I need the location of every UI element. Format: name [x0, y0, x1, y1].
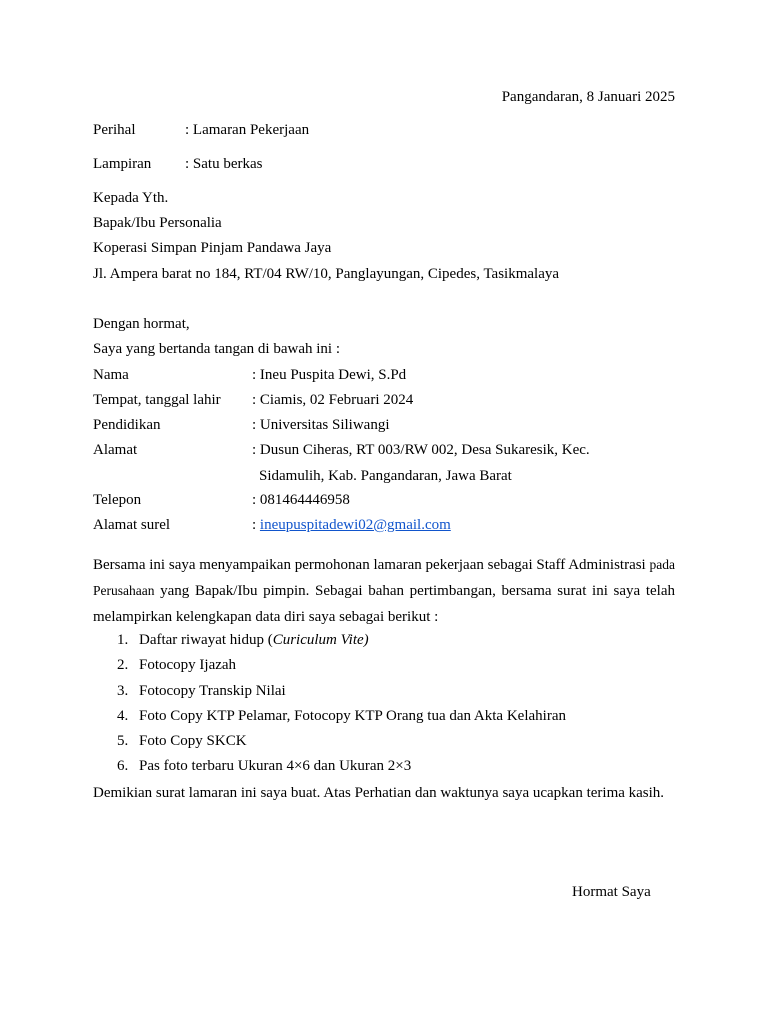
list-item — [93, 631, 566, 656]
list-number-wrap — [93, 757, 139, 775]
field-value: : Universitas Siliwangi — [252, 417, 390, 433]
field-row-alamat — [93, 441, 590, 459]
body-text: yang Bapak/Ibu pimpin. Sebagai bahan pertimbangan, bersama surat ini saya telah melampirkan kelengkapan data diri saya sebagai berikut : — [93, 583, 675, 625]
field-row-telepon — [93, 491, 350, 509]
field-value: : 081464446958 — [252, 492, 350, 508]
field-row-alamat-cont — [93, 467, 512, 485]
field-label: Telepon — [93, 492, 142, 508]
body-paragraph — [93, 552, 675, 630]
list-item — [93, 682, 566, 707]
list-text: Fotocopy Ijazah — [139, 657, 237, 674]
recipient-line: Kepada Yth. — [93, 190, 169, 206]
field-row-ttl — [93, 391, 413, 409]
intro-text: Saya yang bertanda tangan di bawah ini : — [93, 341, 341, 357]
field-value: : Ineu Puspita Dewi, S.Pd — [252, 367, 407, 383]
field-value: : Dusun Ciheras, RT 003/RW 002, Desa Sukaresik, Kec. — [252, 442, 590, 458]
field-row-surel — [93, 516, 451, 534]
list-text: Foto Copy SKCK — [139, 733, 247, 750]
body-text-small: pada Perusahaan — [93, 557, 675, 599]
list-text: Pas foto terbaru Ukuran 4×6 dan Ukuran 2×3 — [139, 758, 412, 775]
field-value: : Ciamis, 02 Februari 2024 — [252, 392, 414, 408]
field-label: Tempat, tanggal lahir — [93, 392, 221, 408]
list-text-italic: Curiculum Vite) — [272, 632, 369, 648]
list-number-wrap — [93, 707, 139, 725]
list-number: 5. — [117, 733, 129, 750]
perihal-label: Perihal — [93, 122, 136, 138]
list-number: 6. — [117, 758, 129, 775]
closing-paragraph: Demikian surat lamaran ini saya buat. Atas Perhatian dan waktunya saya ucapkan terima kasih. — [93, 785, 665, 801]
greeting: Dengan hormat, — [93, 316, 190, 332]
lampiran-label: Lampiran — [93, 156, 152, 172]
list-text: Fotocopy Transkip Nilai — [139, 682, 286, 699]
list-item — [93, 656, 566, 681]
field-row-nama — [93, 366, 406, 384]
field-label: Pendidikan — [93, 417, 161, 433]
email-link[interactable]: ineupuspitadewi02@gmail.com — [259, 517, 451, 533]
recipient-line: Jl. Ampera barat no 184, RT/04 RW/10, Panglayungan, Cipedes, Tasikmalaya — [93, 266, 560, 282]
list-item — [93, 732, 566, 757]
field-value: Sidamulih, Kab. Pangandaran, Jawa Barat — [259, 468, 512, 484]
field-label: Nama — [93, 367, 129, 383]
list-text: Foto Copy KTP Pelamar, Fotocopy KTP Orang tua dan Akta Kelahiran — [139, 707, 566, 724]
list-number-wrap — [93, 631, 139, 649]
list-item — [93, 707, 566, 732]
attachment-list — [93, 631, 566, 783]
list-number: 1. — [117, 632, 129, 648]
list-number: 4. — [117, 707, 129, 724]
list-item — [93, 757, 566, 782]
field-label: Alamat surel — [93, 517, 171, 533]
list-text: Daftar riwayat hidup ( — [139, 632, 273, 648]
list-number-wrap — [93, 732, 139, 750]
perihal-value: : Lamaran Pekerjaan — [185, 122, 310, 138]
recipient-line: Bapak/Ibu Personalia — [93, 215, 222, 231]
perihal-row — [93, 121, 309, 139]
signoff: Hormat Saya — [572, 884, 651, 900]
field-row-pendidikan — [93, 416, 390, 434]
lampiran-row — [93, 155, 262, 173]
list-number-wrap — [93, 682, 139, 700]
place-date: Pangandaran, 8 Januari 2025 — [501, 89, 675, 105]
list-number-wrap — [93, 656, 139, 674]
body-text: Bersama ini saya menyampaikan permohonan lamaran pekerjaan sebagai Staff Administrasi — [93, 557, 650, 573]
recipient-line: Koperasi Simpan Pinjam Pandawa Jaya — [93, 240, 332, 256]
field-colon: : — [252, 517, 260, 533]
list-number: 3. — [117, 682, 129, 699]
field-label: Alamat — [93, 442, 138, 458]
lampiran-value: : Satu berkas — [185, 156, 263, 172]
list-number: 2. — [117, 657, 129, 674]
